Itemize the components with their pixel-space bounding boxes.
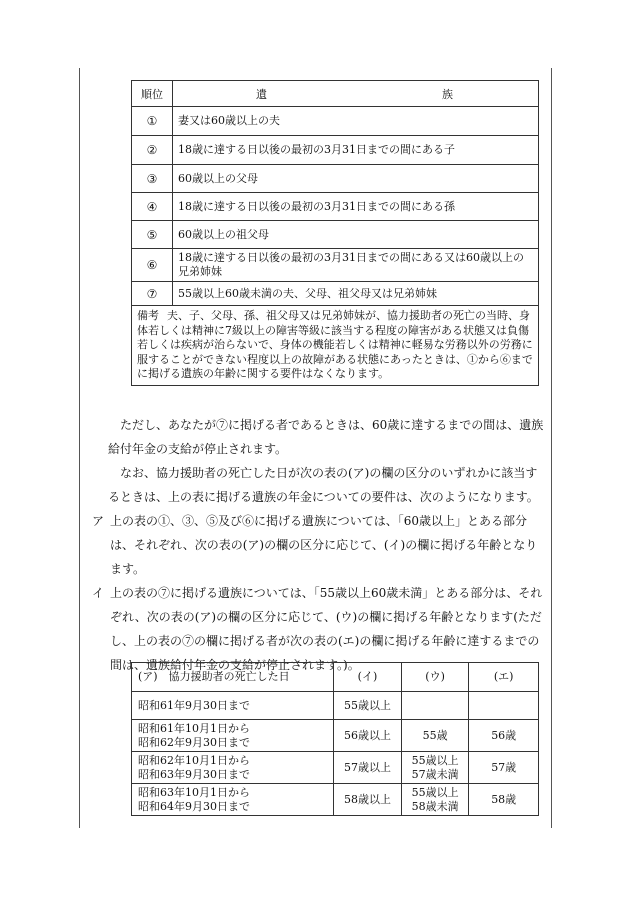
table-row (132, 249, 539, 282)
note-text: 夫、子、父母、孫、祖父母又は兄弟姉妹が、協力援助者の死亡の当時、身体若しくは精神に7級以上の障害等級に該当する程度の障害がある状態又は負傷若しくは疾病が治らないで、身体の機能若しくは精神に軽易な労務以外の労務に服することができない程度以上の故障がある状態にあったときは、①から⑥までに掲げる遺族の年齢に関する要件はなくなります。 (137, 309, 533, 380)
paragraph-suspension: ただし、あなたが⑦に掲げる者であるときは、60歳に達するまでの間は、遺族給付年金の支給が停止されます。 (108, 418, 544, 456)
item-i-text: 上の表の⑦に掲げる遺族については、「55歳以上60歳未満」とある部分は、それぞれ、次の表の(ア)の欄の区分に応じて、(ウ)の欄に掲げる年齢となります(ただし、上の表の⑦の欄に掲げる者が次の表の(エ)の欄に掲げる年齢に達するまでの間は、遺族給付年金の支給が停止されます。)。 (110, 586, 543, 672)
death-date-cell: 昭和61年9月30日まで (132, 692, 334, 720)
column-u-cell: 55歳 (401, 720, 469, 752)
rank-number: ③ (132, 165, 173, 193)
death-date-cell: 昭和62年10月1日から 昭和63年9月30日まで (132, 752, 334, 784)
paragraph-conditions: なお、協力援助者の死亡した日が次の表の(ア)の欄の区分のいずれかに該当するときは、上の表に掲げる遺族の年金についての要件は、次のようになります。 (108, 466, 539, 504)
survivor-text: 18歳に達する日以後の最初の3月31日までの間にある子 (173, 136, 539, 165)
column-u-cell: 55歳以上 58歳未満 (401, 784, 469, 816)
column-u-cell: 55歳以上 57歳未満 (401, 752, 469, 784)
column-e-cell: 57歳 (469, 752, 539, 784)
column-e-header: (エ) (469, 663, 539, 692)
age-threshold-table (131, 662, 539, 816)
table-row (132, 165, 539, 193)
left-margin-rule (79, 68, 80, 828)
rank-number: ④ (132, 193, 173, 221)
table-row (132, 107, 539, 136)
table-row (132, 193, 539, 221)
item-i-marker: イ (92, 586, 105, 600)
survivor-ranking-table (131, 80, 539, 386)
survivor-header-left: 遺 (256, 87, 267, 101)
rank-number: ② (132, 136, 173, 165)
death-date-header: (ア) 協力援助者の死亡した日 (132, 663, 334, 692)
survivor-text: 55歳以上60歳未満の夫、父母、祖父母又は兄弟姉妹 (173, 282, 539, 306)
column-i-cell: 55歳以上 (334, 692, 402, 720)
death-date-cell: 昭和63年10月1日から 昭和64年9月30日まで (132, 784, 334, 816)
table-row (132, 720, 539, 752)
rank-number: ⑥ (132, 249, 173, 282)
item-list (92, 509, 546, 677)
table-row (132, 221, 539, 249)
death-date-cell: 昭和61年10月1日から 昭和62年9月30日まで (132, 720, 334, 752)
column-e-cell: 58歳 (469, 784, 539, 816)
column-i-cell: 56歳以上 (334, 720, 402, 752)
table-header-row (132, 663, 539, 692)
item-a-text: 上の表の①、③、⑤及び⑥に掲げる遺族については、「60歳以上」とある部分は、それぞれ、次の表の(ア)の欄の区分に応じて、(イ)の欄に掲げる年齢となります。 (110, 514, 538, 576)
table-row (132, 692, 539, 720)
note-label: 備考 (137, 309, 159, 322)
table-row (132, 752, 539, 784)
table-row (132, 282, 539, 306)
rank-number: ⑦ (132, 282, 173, 306)
column-u-cell (401, 692, 469, 720)
column-i-cell: 57歳以上 (334, 752, 402, 784)
survivor-text: 18歳に達する日以後の最初の3月31日までの間にある孫 (173, 193, 539, 221)
right-margin-rule (551, 68, 552, 828)
survivor-text: 60歳以上の祖父母 (173, 221, 539, 249)
survivor-header-right: 族 (442, 87, 453, 101)
column-i-cell: 58歳以上 (334, 784, 402, 816)
body-text (108, 413, 546, 509)
table-note (132, 306, 539, 386)
column-e-cell (469, 692, 539, 720)
survivor-text: 妻又は60歳以上の夫 (173, 107, 539, 136)
table-header-row (132, 81, 539, 107)
column-e-cell: 56歳 (469, 720, 539, 752)
list-item-a (92, 509, 546, 581)
survivor-text: 60歳以上の父母 (173, 165, 539, 193)
table-row (132, 784, 539, 816)
column-i-header: (イ) (334, 663, 402, 692)
table-row (132, 136, 539, 165)
rank-number: ① (132, 107, 173, 136)
note-row (132, 306, 539, 386)
column-u-header: (ウ) (401, 663, 469, 692)
rank-header: 順位 (132, 81, 173, 107)
survivor-text: 18歳に達する日以後の最初の3月31日までの間にある又は60歳以上の兄弟姉妹 (173, 249, 539, 282)
rank-number: ⑤ (132, 221, 173, 249)
survivor-header (173, 81, 539, 107)
item-a-marker: ア (92, 514, 105, 528)
